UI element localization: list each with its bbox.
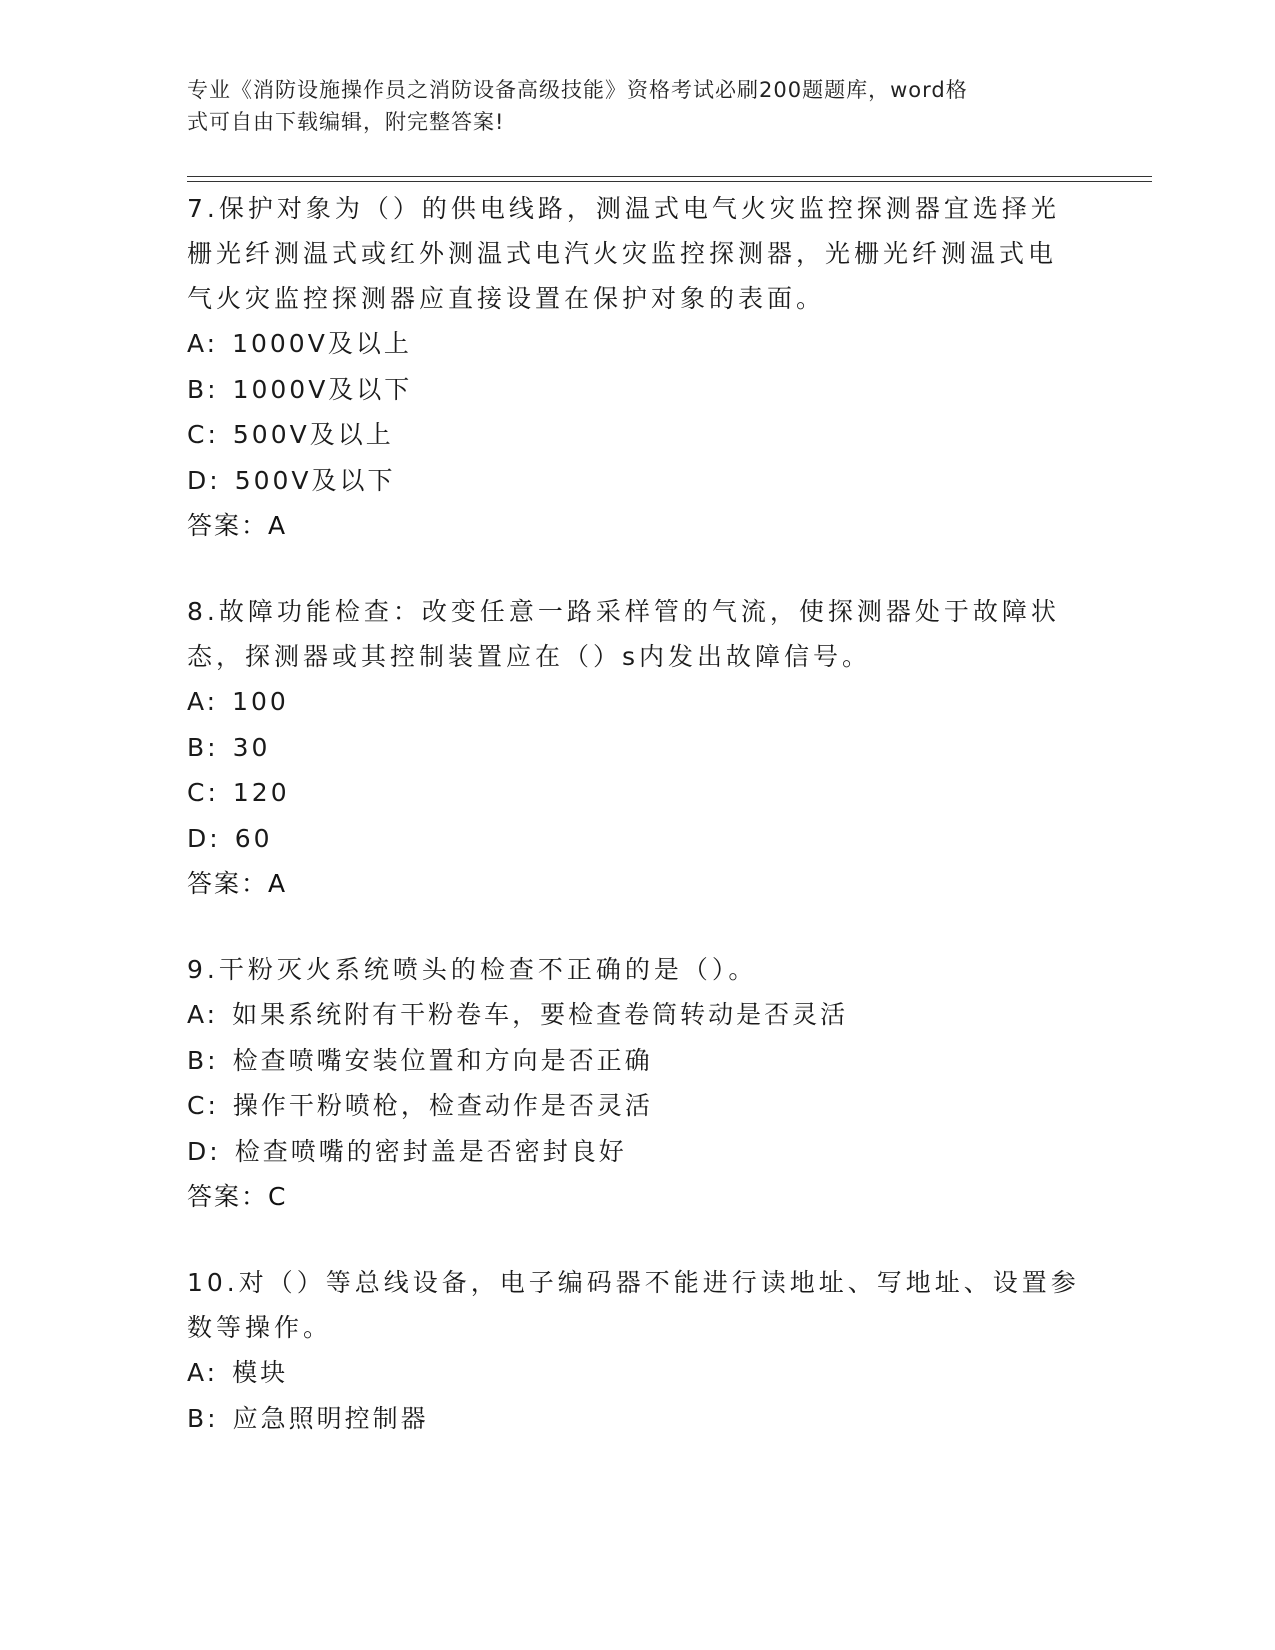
question-text-line: 9.干粉灭火系统喷头的检查不正确的是（）。 — [187, 955, 758, 984]
answer-line: 答案：C — [187, 1182, 288, 1211]
option-text: 30 — [232, 732, 271, 762]
question-stem — [187, 589, 1087, 679]
option-key: C: — [187, 778, 219, 807]
answer-line: 答案：A — [187, 511, 288, 540]
option-key: C: — [187, 420, 219, 449]
option-text: 1000V及以下 — [232, 374, 413, 404]
option-text: 120 — [232, 778, 290, 807]
option-key: B: — [187, 374, 219, 404]
option-d — [187, 816, 1087, 862]
question-text-line: 栅光纤测温式或红外测温式电汽火灾监控探测器，光栅光纤测温式电 — [187, 239, 1058, 268]
option-text: 操作干粉喷枪，检查动作是否灵活 — [232, 1091, 653, 1120]
option-d — [187, 458, 1087, 504]
option-text: 500V及以上 — [232, 420, 394, 449]
question-item — [187, 589, 1087, 907]
option-text: 1000V及以上 — [232, 329, 412, 358]
option-text: 100 — [232, 687, 289, 716]
option-text: 60 — [234, 823, 273, 853]
document-header — [187, 74, 1067, 138]
option-key: B: — [187, 1045, 219, 1075]
option-key: A: — [187, 329, 219, 358]
option-key: D: — [187, 823, 221, 853]
option-a — [187, 321, 1087, 367]
question-text-line: 8.故障功能检查：改变任意一路采样管的气流，使探测器处于故障状 — [187, 597, 1060, 626]
question-stem — [187, 186, 1087, 321]
option-b — [187, 1038, 1087, 1084]
option-text: 500V及以下 — [234, 465, 396, 495]
question-item — [187, 1260, 1087, 1441]
question-text-line: 7.保护对象为（）的供电线路，测温式电气火灾监控探测器宜选择光 — [187, 194, 1060, 223]
question-list — [187, 186, 1087, 1481]
option-text: 如果系统附有干粉卷车，要检查卷筒转动是否灵活 — [232, 1000, 849, 1029]
question-item — [187, 186, 1087, 549]
option-a — [187, 1350, 1087, 1396]
header-rule-top — [187, 176, 1152, 177]
option-text: 应急照明控制器 — [232, 1403, 429, 1433]
option-key: D: — [187, 1136, 221, 1166]
header-rule-bottom — [187, 181, 1152, 182]
question-stem — [187, 947, 1087, 992]
answer-line: 答案：A — [187, 869, 288, 898]
option-text: 检查喷嘴安装位置和方向是否正确 — [232, 1045, 653, 1075]
option-b — [187, 725, 1087, 771]
question-stem — [187, 1260, 1087, 1350]
option-key: C: — [187, 1091, 219, 1120]
question-text-line: 气火灾监控探测器应直接设置在保护对象的表面。 — [187, 284, 826, 313]
header-line-2: 式可自由下载编辑，附完整答案! — [187, 110, 505, 134]
option-a — [187, 679, 1087, 725]
question-text-line: 态，探测器或其控制装置应在（）s内发出故障信号。 — [187, 642, 872, 671]
question-text-line: 数等操作。 — [187, 1313, 333, 1342]
option-c — [187, 1083, 1087, 1129]
option-key: B: — [187, 732, 219, 762]
option-a — [187, 992, 1087, 1038]
option-key: A: — [187, 1358, 219, 1387]
option-text: 检查喷嘴的密封盖是否密封良好 — [234, 1136, 627, 1166]
option-c — [187, 770, 1087, 816]
option-key: B: — [187, 1403, 219, 1433]
question-text-line: 10.对（）等总线设备，电子编码器不能进行读地址、写地址、设置参 — [187, 1268, 1080, 1297]
option-key: A: — [187, 1000, 219, 1029]
option-text: 模块 — [232, 1358, 289, 1387]
option-key: D: — [187, 465, 221, 495]
option-d — [187, 1129, 1087, 1175]
option-key: A: — [187, 687, 219, 716]
question-item — [187, 947, 1087, 1220]
option-b — [187, 367, 1087, 413]
option-c — [187, 412, 1087, 458]
header-line-1: 专业《消防设施操作员之消防设备高级技能》资格考试必刷200题题库，word格 — [187, 78, 968, 102]
option-b — [187, 1396, 1087, 1442]
